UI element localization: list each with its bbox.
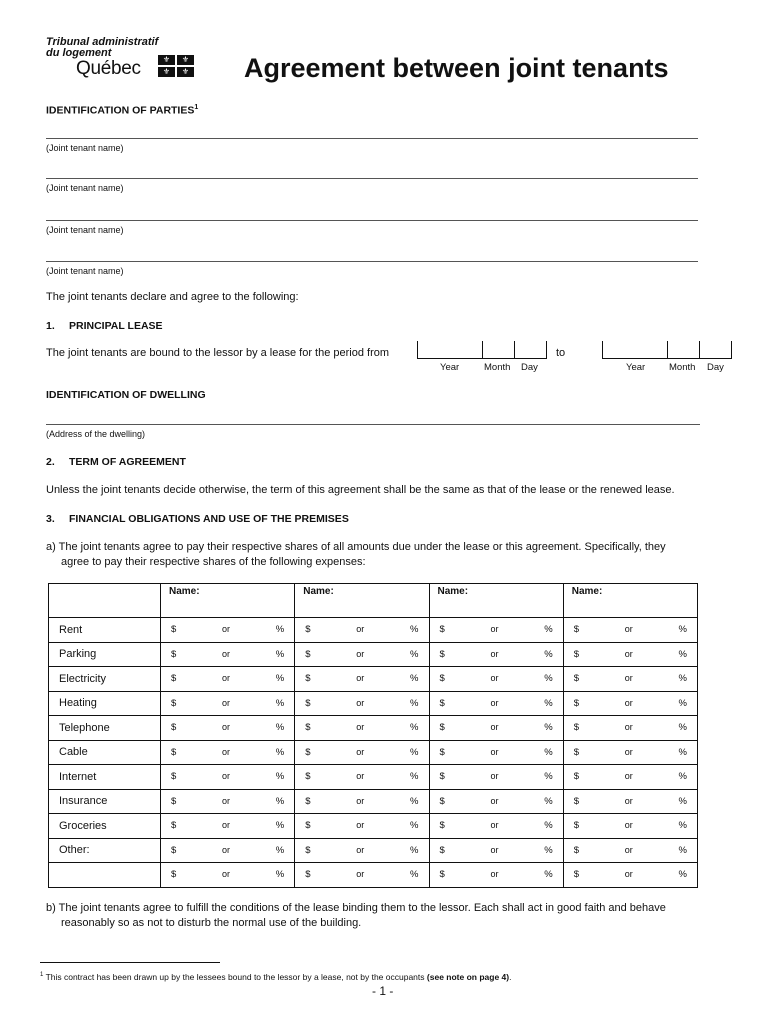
expense-share-cell[interactable] — [161, 838, 295, 863]
tenant-name-cell[interactable]: Name: — [429, 584, 563, 618]
percent-sign: % — [678, 722, 687, 734]
dollar-sign: $ — [171, 869, 177, 881]
expense-share-cell[interactable] — [563, 789, 697, 814]
dwelling-address-caption: (Address of the dwelling) — [46, 429, 146, 439]
dollar-sign: $ — [171, 624, 177, 636]
or-text: or — [624, 844, 633, 855]
or-text: or — [624, 771, 633, 782]
share-input — [303, 771, 420, 782]
or-text: or — [222, 624, 231, 635]
or-text: or — [490, 624, 499, 635]
percent-sign: % — [410, 673, 419, 685]
or-text: or — [490, 648, 499, 659]
expense-share-cell[interactable] — [429, 765, 563, 790]
percent-sign: % — [544, 624, 553, 636]
percent-sign: % — [410, 648, 419, 660]
org-name-line1: Tribunal administratif — [46, 36, 159, 48]
dollar-sign: $ — [171, 844, 177, 856]
or-text: or — [222, 869, 231, 880]
table-row — [49, 740, 698, 765]
expense-share-cell[interactable] — [429, 691, 563, 716]
percent-sign: % — [544, 746, 553, 758]
section1-number: 1. — [46, 320, 55, 332]
expense-label: Internet — [49, 765, 161, 790]
expense-share-cell[interactable] — [563, 740, 697, 765]
dollar-sign: $ — [439, 746, 445, 758]
share-input — [572, 796, 689, 807]
or-text: or — [624, 648, 633, 659]
dollar-sign: $ — [171, 820, 177, 832]
dollar-sign: $ — [439, 844, 445, 856]
or-text: or — [356, 820, 365, 831]
dollar-sign: $ — [439, 722, 445, 734]
percent-sign: % — [410, 869, 419, 881]
tenant-name-cell[interactable]: Name: — [295, 584, 429, 618]
share-input — [303, 624, 420, 635]
percent-sign: % — [275, 820, 285, 832]
percent-sign: % — [544, 697, 553, 709]
percent-sign: % — [410, 746, 419, 758]
percent-sign: % — [544, 771, 553, 783]
expense-share-cell[interactable] — [161, 642, 295, 667]
share-input — [438, 698, 555, 709]
section3-heading: FINANCIAL OBLIGATIONS AND USE OF THE PREMISES — [69, 513, 349, 525]
expense-share-cell[interactable] — [563, 642, 697, 667]
expense-share-cell[interactable] — [295, 618, 429, 643]
percent-sign: % — [275, 844, 285, 856]
expense-label: Cable — [49, 740, 161, 765]
share-input — [303, 796, 420, 807]
share-input — [572, 747, 689, 758]
share-input — [438, 624, 555, 635]
expense-share-cell[interactable] — [429, 667, 563, 692]
dollar-sign: $ — [305, 673, 311, 685]
expense-label: Parking — [49, 642, 161, 667]
share-input — [169, 820, 286, 831]
percent-sign: % — [275, 624, 285, 636]
or-text: or — [624, 820, 633, 831]
start-month-label: Month — [484, 362, 511, 373]
percent-sign: % — [410, 820, 419, 832]
or-text: or — [356, 746, 365, 757]
share-input — [438, 869, 555, 880]
share-input — [303, 820, 420, 831]
percent-sign: % — [544, 869, 553, 881]
share-input — [303, 698, 420, 709]
or-text: or — [222, 820, 231, 831]
quebec-wordmark: Québec — [76, 58, 141, 79]
dollar-sign: $ — [439, 673, 445, 685]
dollar-sign: $ — [171, 648, 177, 660]
percent-sign: % — [410, 771, 419, 783]
share-input — [303, 673, 420, 684]
expense-share-cell[interactable] — [161, 716, 295, 741]
dollar-sign: $ — [439, 795, 445, 807]
table-row — [49, 814, 698, 839]
expense-share-cell[interactable] — [295, 716, 429, 741]
expense-share-cell[interactable] — [295, 814, 429, 839]
section3-number: 3. — [46, 513, 55, 525]
percent-sign: % — [410, 697, 419, 709]
dollar-sign: $ — [573, 771, 580, 783]
share-input — [572, 649, 689, 660]
para-b-line2: reasonably so as not to disturb the normal use of the building. — [61, 917, 362, 929]
dollar-sign: $ — [439, 771, 445, 783]
or-text: or — [624, 697, 633, 708]
expense-share-cell[interactable] — [161, 740, 295, 765]
share-input — [572, 624, 689, 635]
expense-share-cell[interactable] — [295, 765, 429, 790]
lease-period-text: The joint tenants are bound to the lessor by a lease for the period from — [46, 347, 390, 359]
expense-share-cell[interactable] — [563, 863, 697, 888]
share-input — [572, 845, 689, 856]
percent-sign: % — [275, 722, 285, 734]
share-input — [572, 771, 689, 782]
expense-share-cell[interactable] — [429, 716, 563, 741]
para-a-line2: agree to pay their respective shares of the following expenses: — [61, 556, 366, 568]
share-input — [438, 820, 555, 831]
footnote: $^1$ This contract has been drawn up by the lessees bound to the lessor by a lease, not by the occupants (see note on page 4). — [40, 971, 512, 982]
dollar-sign: $ — [305, 722, 311, 734]
or-text: or — [222, 844, 231, 855]
joint-tenant-name-field[interactable] — [46, 178, 698, 179]
table-row — [49, 642, 698, 667]
expense-share-cell[interactable] — [161, 814, 295, 839]
dollar-sign: $ — [573, 844, 580, 856]
percent-sign: % — [544, 673, 553, 685]
start-year-label: Year — [440, 362, 460, 373]
expense-share-cell[interactable] — [429, 814, 563, 839]
dollar-sign: $ — [171, 771, 177, 783]
percent-sign: % — [678, 673, 687, 685]
dollar-sign: $ — [305, 869, 311, 881]
or-text: or — [624, 746, 633, 757]
expense-share-cell[interactable] — [429, 618, 563, 643]
share-input — [303, 869, 420, 880]
or-text: or — [490, 722, 499, 733]
share-input — [438, 722, 555, 733]
percent-sign: % — [410, 722, 419, 734]
dollar-sign: $ — [573, 648, 580, 660]
joint-tenant-name-caption: (Joint tenant name) — [46, 143, 124, 153]
expense-share-cell[interactable] — [563, 691, 697, 716]
expense-share-cell[interactable] — [161, 667, 295, 692]
dollar-sign: $ — [171, 746, 177, 758]
share-input — [572, 869, 689, 880]
share-input — [572, 698, 689, 709]
dollar-sign: $ — [171, 697, 177, 709]
dollar-sign: $ — [305, 697, 311, 709]
share-input — [169, 698, 286, 709]
or-text: or — [624, 869, 633, 880]
share-input — [169, 624, 286, 635]
dollar-sign: $ — [305, 771, 311, 783]
percent-sign: % — [678, 697, 687, 709]
or-text: or — [356, 697, 365, 708]
dwelling-address-field[interactable] — [46, 424, 700, 425]
or-text: or — [222, 795, 231, 806]
expense-share-cell[interactable] — [563, 838, 697, 863]
expense-share-cell[interactable] — [429, 740, 563, 765]
share-input — [438, 673, 555, 684]
or-text: or — [624, 722, 633, 733]
dollar-sign: $ — [305, 624, 311, 636]
share-input — [572, 820, 689, 831]
percent-sign: % — [544, 648, 553, 660]
dollar-sign: $ — [171, 673, 177, 685]
quebec-flag-icon: ⚜ ⚜ ⚜ ⚜ — [158, 55, 194, 77]
or-text: or — [624, 624, 633, 635]
joint-tenant-name-field[interactable] — [46, 220, 698, 221]
or-text: or — [222, 697, 231, 708]
or-text: or — [490, 844, 499, 855]
percent-sign: % — [678, 771, 687, 783]
percent-sign: % — [544, 844, 553, 856]
expenses-table — [48, 583, 698, 888]
joint-tenant-name-field[interactable] — [46, 138, 698, 139]
or-text: or — [222, 746, 231, 757]
or-text: or — [356, 869, 365, 880]
dollar-sign: $ — [573, 746, 580, 758]
percent-sign: % — [678, 869, 687, 881]
expense-share-cell[interactable] — [295, 691, 429, 716]
parties-heading: IDENTIFICATION OF PARTIES$^1$ — [46, 104, 199, 117]
end-month-label: Month — [669, 362, 696, 373]
expense-share-cell[interactable] — [429, 642, 563, 667]
dollar-sign: $ — [305, 746, 311, 758]
percent-sign: % — [678, 820, 687, 832]
percent-sign: % — [678, 746, 687, 758]
share-input — [438, 796, 555, 807]
percent-sign: % — [410, 624, 419, 636]
declare-text: The joint tenants declare and agree to the following: — [46, 291, 299, 303]
dollar-sign: $ — [305, 844, 311, 856]
share-input — [169, 649, 286, 660]
joint-tenant-name-caption: (Joint tenant name) — [46, 266, 124, 276]
percent-sign: % — [678, 844, 687, 856]
percent-sign: % — [275, 771, 285, 783]
lease-end-date-field[interactable] — [602, 341, 732, 359]
table-row — [49, 618, 698, 643]
table-header-row — [49, 584, 698, 618]
share-input — [303, 845, 420, 856]
table-row — [49, 667, 698, 692]
dollar-sign: $ — [573, 820, 580, 832]
table-row — [49, 765, 698, 790]
or-text: or — [356, 844, 365, 855]
dollar-sign: $ — [573, 697, 580, 709]
dwelling-heading: IDENTIFICATION OF DWELLING — [46, 389, 206, 401]
share-input — [303, 649, 420, 660]
or-text: or — [490, 697, 499, 708]
expense-share-cell[interactable] — [563, 814, 697, 839]
share-input — [303, 722, 420, 733]
dollar-sign: $ — [305, 820, 311, 832]
percent-sign: % — [410, 844, 419, 856]
share-input — [438, 771, 555, 782]
percent-sign: % — [544, 722, 553, 734]
table-row — [49, 789, 698, 814]
table-corner-cell — [49, 584, 161, 618]
percent-sign: % — [275, 869, 285, 881]
or-text: or — [356, 624, 365, 635]
joint-tenant-name-field[interactable] — [46, 261, 698, 262]
share-input — [169, 796, 286, 807]
joint-tenant-name-caption: (Joint tenant name) — [46, 225, 124, 235]
or-text: or — [356, 722, 365, 733]
share-input — [169, 869, 286, 880]
dollar-sign: $ — [305, 648, 311, 660]
expense-share-cell[interactable] — [429, 863, 563, 888]
expense-share-cell[interactable] — [295, 642, 429, 667]
expense-share-cell[interactable] — [295, 789, 429, 814]
share-input — [169, 673, 286, 684]
org-name-line2: du logement — [46, 47, 112, 59]
or-text: or — [490, 820, 499, 831]
dollar-sign: $ — [573, 795, 580, 807]
dollar-sign: $ — [171, 722, 177, 734]
share-input — [438, 747, 555, 758]
or-text: or — [490, 869, 499, 880]
expense-label: Insurance — [49, 789, 161, 814]
or-text: or — [356, 673, 365, 684]
expense-share-cell[interactable] — [429, 838, 563, 863]
end-year-label: Year — [626, 362, 646, 373]
expense-label — [49, 863, 161, 888]
table-row — [49, 863, 698, 888]
or-text: or — [222, 673, 231, 684]
share-input — [303, 747, 420, 758]
expense-share-cell[interactable] — [295, 667, 429, 692]
percent-sign: % — [275, 746, 285, 758]
expense-share-cell[interactable] — [563, 618, 697, 643]
term-text: Unless the joint tenants decide otherwise, the term of this agreement shall be the same as that of the lease or the renewed lease. — [46, 484, 675, 496]
percent-sign: % — [410, 795, 419, 807]
table-row — [49, 691, 698, 716]
dollar-sign: $ — [573, 869, 580, 881]
expense-share-cell[interactable] — [563, 765, 697, 790]
share-input — [169, 722, 286, 733]
expense-label: Heating — [49, 691, 161, 716]
expense-label: Other: — [49, 838, 161, 863]
tenant-name-cell[interactable]: Name: — [161, 584, 295, 618]
percent-sign: % — [275, 648, 285, 660]
or-text: or — [356, 771, 365, 782]
dollar-sign: $ — [305, 795, 311, 807]
expense-share-cell[interactable] — [563, 667, 697, 692]
dollar-sign: $ — [439, 820, 445, 832]
or-text: or — [624, 795, 633, 806]
to-text: to — [556, 347, 566, 359]
share-input — [169, 845, 286, 856]
expense-label: Telephone — [49, 716, 161, 741]
share-input — [169, 747, 286, 758]
expense-share-cell[interactable] — [161, 789, 295, 814]
percent-sign: % — [678, 624, 687, 636]
percent-sign: % — [275, 697, 285, 709]
or-text: or — [624, 673, 633, 684]
section1-heading: PRINCIPAL LEASE — [69, 320, 163, 332]
share-input — [438, 845, 555, 856]
dollar-sign: $ — [439, 624, 445, 636]
tenant-name-cell[interactable]: Name: — [563, 584, 697, 618]
dollar-sign: $ — [573, 624, 580, 636]
expense-share-cell[interactable] — [295, 838, 429, 863]
dollar-sign: $ — [573, 722, 580, 734]
percent-sign: % — [544, 795, 553, 807]
or-text: or — [222, 771, 231, 782]
page-number: - 1 - — [372, 984, 394, 998]
or-text: or — [222, 648, 231, 659]
table-row — [49, 716, 698, 741]
lease-start-date-field[interactable] — [417, 341, 547, 359]
or-text: or — [222, 722, 231, 733]
footnote-divider — [40, 962, 220, 963]
share-input — [572, 722, 689, 733]
expense-share-cell[interactable] — [563, 716, 697, 741]
expense-share-cell[interactable] — [429, 789, 563, 814]
expense-share-cell[interactable] — [161, 691, 295, 716]
percent-sign: % — [275, 795, 285, 807]
section2-heading: TERM OF AGREEMENT — [69, 456, 186, 468]
expense-share-cell[interactable] — [161, 618, 295, 643]
section2-number: 2. — [46, 456, 55, 468]
para-b-line1: b) The joint tenants agree to fulfill the conditions of the lease binding them to the lessor. Each shall act in good faith and behave — [46, 902, 666, 914]
expense-share-cell[interactable] — [161, 863, 295, 888]
page-title: Agreement between joint tenants — [244, 53, 669, 83]
expense-share-cell[interactable] — [295, 740, 429, 765]
dollar-sign: $ — [439, 648, 445, 660]
start-day-label: Day — [521, 362, 538, 373]
percent-sign: % — [544, 820, 553, 832]
share-input — [572, 673, 689, 684]
percent-sign: % — [678, 795, 687, 807]
share-input — [169, 771, 286, 782]
or-text: or — [356, 795, 365, 806]
para-a-line1: a) The joint tenants agree to pay their respective shares of all amounts due under the lease or this agreement. Specifically, they — [46, 541, 666, 553]
percent-sign: % — [678, 648, 687, 660]
percent-sign: % — [275, 673, 285, 685]
expense-share-cell[interactable] — [161, 765, 295, 790]
expense-label: Rent — [49, 618, 161, 643]
end-day-label: Day — [707, 362, 724, 373]
or-text: or — [490, 673, 499, 684]
expense-label: Groceries — [49, 814, 161, 839]
dollar-sign: $ — [171, 795, 177, 807]
share-input — [438, 649, 555, 660]
or-text: or — [490, 771, 499, 782]
or-text: or — [490, 795, 499, 806]
or-text: or — [490, 746, 499, 757]
expense-share-cell[interactable] — [295, 863, 429, 888]
dollar-sign: $ — [573, 673, 580, 685]
dollar-sign: $ — [439, 869, 445, 881]
dollar-sign: $ — [439, 697, 445, 709]
or-text: or — [356, 648, 365, 659]
expense-label: Electricity — [49, 667, 161, 692]
joint-tenant-name-caption: (Joint tenant name) — [46, 183, 124, 193]
table-row — [49, 838, 698, 863]
